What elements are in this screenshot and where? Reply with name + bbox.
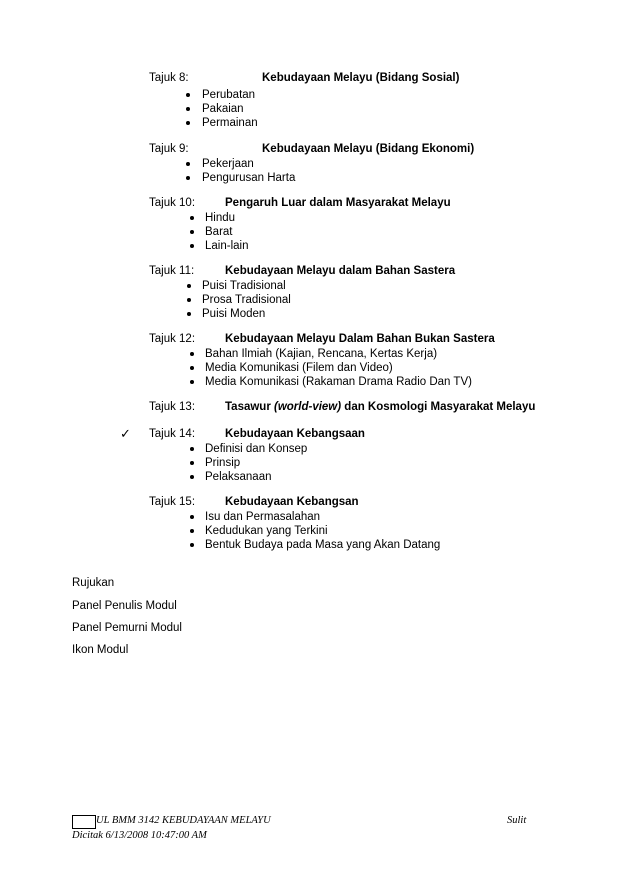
list-item: Puisi Moden bbox=[202, 308, 266, 320]
list-item: Puisi Tradisional bbox=[202, 280, 286, 292]
list-item: Media Komunikasi (Rakaman Drama Radio Dan TV) bbox=[205, 376, 472, 388]
topic-label: Tajuk 13: bbox=[149, 401, 196, 413]
bullet-icon bbox=[190, 352, 194, 356]
list-item: Pakaian bbox=[202, 103, 244, 115]
reference-item: Panel Pemurni Modul bbox=[72, 622, 182, 634]
bullet-icon bbox=[190, 366, 194, 370]
topic-label: Tajuk 14: bbox=[149, 428, 196, 440]
list-item: Bahan Ilmiah (Kajian, Rencana, Kertas Kerja) bbox=[205, 348, 438, 360]
footer-classification: Sulit bbox=[507, 815, 527, 826]
bullet-icon bbox=[190, 216, 194, 220]
bullet-icon bbox=[186, 162, 190, 166]
topic-title: Kebudayaan Melayu (Bidang Ekonomi) bbox=[262, 143, 475, 155]
footer-print-date: Dicitak 6/13/2008 10:47:00 AM bbox=[72, 830, 207, 841]
bullet-icon bbox=[190, 244, 194, 248]
footer-module-title: UL BMM 3142 KEBUDAYAAN MELAYU bbox=[96, 815, 271, 826]
bullet-icon bbox=[190, 461, 194, 465]
list-item: Definisi dan Konsep bbox=[205, 443, 308, 455]
list-item: Prinsip bbox=[205, 457, 241, 469]
topic-title-emphasis: (world-view) bbox=[274, 401, 342, 413]
footer-box bbox=[72, 815, 96, 829]
topic-title: Kebudayaan Melayu (Bidang Sosial) bbox=[262, 72, 460, 84]
list-item: Prosa Tradisional bbox=[202, 294, 291, 306]
topic-title-pre: Tasawur bbox=[225, 401, 274, 413]
list-item: Isu dan Permasalahan bbox=[205, 511, 321, 523]
list-item: Media Komunikasi (Filem dan Video) bbox=[205, 362, 393, 374]
bullet-icon bbox=[190, 543, 194, 547]
bullet-icon bbox=[187, 298, 191, 302]
list-item: Bentuk Budaya pada Masa yang Akan Datang bbox=[205, 539, 441, 551]
bullet-icon bbox=[186, 121, 190, 125]
topic-title: Kebudayaan Kebangsaan bbox=[225, 428, 365, 440]
checkmark-icon: ✓ bbox=[120, 426, 131, 441]
topic-title: Kebudayaan Kebangsan bbox=[225, 496, 359, 508]
reference-item: Ikon Modul bbox=[72, 644, 129, 656]
list-item: Hindu bbox=[205, 212, 236, 224]
topic-title bbox=[225, 401, 535, 413]
list-item: Pelaksanaan bbox=[205, 471, 272, 483]
bullet-icon bbox=[190, 529, 194, 533]
topic-title: Pengaruh Luar dalam Masyarakat Melayu bbox=[225, 197, 451, 209]
topic-title-post: dan Kosmologi Masyarakat Melayu bbox=[341, 401, 536, 413]
topic-label: Tajuk 8: bbox=[149, 72, 189, 84]
list-item: Permainan bbox=[202, 117, 258, 129]
bullet-icon bbox=[187, 312, 191, 316]
list-item: Barat bbox=[205, 226, 233, 238]
topic-label: Tajuk 12: bbox=[149, 333, 196, 345]
list-item: Pekerjaan bbox=[202, 158, 254, 170]
references-heading: Rujukan bbox=[72, 577, 115, 589]
bullet-icon bbox=[190, 515, 194, 519]
topic-label: Tajuk 11: bbox=[149, 265, 195, 277]
bullet-icon bbox=[186, 176, 190, 180]
bullet-icon bbox=[186, 107, 190, 111]
topic-title: Kebudayaan Melayu dalam Bahan Sastera bbox=[225, 265, 456, 277]
bullet-icon bbox=[186, 93, 190, 97]
bullet-icon bbox=[187, 284, 191, 288]
topic-label: Tajuk 15: bbox=[149, 496, 196, 508]
list-item: Kedudukan yang Terkini bbox=[205, 525, 328, 537]
reference-item: Panel Penulis Modul bbox=[72, 600, 177, 612]
bullet-icon bbox=[190, 230, 194, 234]
topic-label: Tajuk 9: bbox=[149, 143, 189, 155]
bullet-icon bbox=[190, 475, 194, 479]
list-item: Perubatan bbox=[202, 89, 256, 101]
topic-title: Kebudayaan Melayu Dalam Bahan Bukan Sastera bbox=[225, 333, 495, 345]
list-item: Pengurusan Harta bbox=[202, 172, 296, 184]
bullet-icon bbox=[190, 380, 194, 384]
topic-label: Tajuk 10: bbox=[149, 197, 196, 209]
bullet-icon bbox=[190, 447, 194, 451]
list-item: Lain-lain bbox=[205, 240, 249, 252]
